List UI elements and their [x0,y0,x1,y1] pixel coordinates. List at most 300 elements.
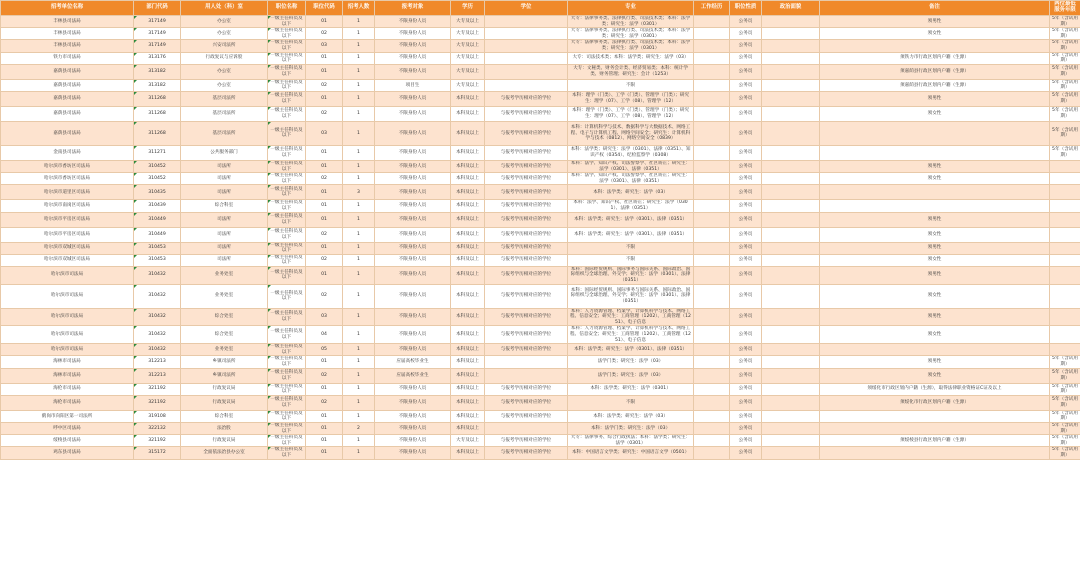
cell-headcount: 1 [343,383,375,395]
cell-degree: 与报考学历相对应的学位 [485,383,568,395]
cell-remarks: 须女性 [820,326,1050,344]
cell-headcount: 1 [343,40,375,52]
cell-applicant-type: 不限身份人员 [375,395,451,410]
cell-min-service-years [1050,227,1080,242]
cell-work-experience [694,145,730,160]
cell-remarks [820,121,1050,145]
table-row [1,79,1080,91]
table-row [1,64,1080,79]
table-row [1,91,1080,106]
cell-position-code: 02 [306,227,343,242]
cell-position-name: 一级主任科员及以下 [268,160,306,172]
cell-position-nature: 公务员 [730,395,762,410]
cell-dept-code: 312213 [134,368,181,383]
cell-major: 不限 [568,79,694,91]
cell-position-code: 01 [306,64,343,79]
cell-remarks: 须女性 [820,254,1050,266]
cell-headcount: 1 [343,16,375,28]
cell-work-experience [694,160,730,172]
cell-min-service-years: 5年（含试用期） [1050,106,1080,121]
cell-dept-code: 310453 [134,242,181,254]
cell-position-name: 一级主任科员及以下 [268,212,306,227]
cell-min-service-years: 5年（含试用期） [1050,368,1080,383]
cell-applicant-type: 不限身份人员 [375,145,451,160]
cell-position-code: 01 [306,16,343,28]
cell-position-nature: 公务员 [730,106,762,121]
cell-applicant-type: 不限身份人员 [375,254,451,266]
cell-headcount: 1 [343,435,375,447]
cell-office: 公共服务部门 [181,145,268,160]
cell-min-service-years: 5年（含试用期） [1050,64,1080,79]
cell-position-nature: 公务员 [730,28,762,40]
cell-remarks: 须男性 [820,356,1050,368]
cell-office: 乡镇司法所 [181,356,268,368]
cell-political-status [762,410,820,422]
header-headcount: 招考人数 [343,1,375,16]
cell-major: 本科：法学类；研究生：法学（03） [568,410,694,422]
cell-position-nature: 公务员 [730,185,762,200]
cell-position-code: 01 [306,212,343,227]
cell-office: 基层司法所 [181,106,268,121]
cell-position-nature: 公务员 [730,447,762,459]
cell-office: 司法所 [181,212,268,227]
cell-min-service-years: 5年（含试用期） [1050,395,1080,410]
header-education: 学历 [451,1,485,16]
cell-office: 业务处室 [181,266,268,284]
cell-position-name: 一级主任科员及以下 [268,185,306,200]
cell-dept-code: 317149 [134,40,181,52]
header-position-nature: 职位性质 [730,1,762,16]
cell-education: 大专及以上 [451,52,485,64]
cell-position-code: 02 [306,79,343,91]
cell-unit-name: 哈尔滨市双城区司法局 [1,254,134,266]
cell-remarks: 须男性 [820,242,1050,254]
cell-position-name: 一级主任科员及以下 [268,383,306,395]
header-remarks: 备注 [820,1,1050,16]
cell-major: 本科：法学类；研究生：法学（0301） [568,383,694,395]
cell-education: 大专及以上 [451,435,485,447]
cell-office: 行政复议局 [181,383,268,395]
cell-min-service-years [1050,326,1080,344]
cell-position-name: 一级主任科员及以下 [268,435,306,447]
cell-education: 本科及以上 [451,368,485,383]
cell-applicant-type: 不限身份人员 [375,212,451,227]
cell-applicant-type: 不限身份人员 [375,106,451,121]
cell-position-nature: 公务员 [730,368,762,383]
cell-major: 本科：计算机科学与技术、数据科学与大数据技术、网络工程、电子与计算机工程、网络空间安全；研究生：计算机科学与技术（0812）、网络空间安全（0839） [568,121,694,145]
table-row [1,28,1080,40]
header-office: 用人处（科）室 [181,1,268,16]
cell-work-experience [694,40,730,52]
cell-position-code: 01 [306,91,343,106]
cell-work-experience [694,368,730,383]
cell-degree: 与报考学历相对应的学位 [485,284,568,308]
cell-dept-code: 313176 [134,52,181,64]
cell-office: 司法所 [181,173,268,185]
cell-applicant-type: 不限身份人员 [375,284,451,308]
cell-position-nature: 公务员 [730,356,762,368]
cell-headcount: 1 [343,64,375,79]
cell-unit-name: 哈尔滨市双城区司法局 [1,242,134,254]
cell-degree [485,28,568,40]
cell-unit-name: 哈尔滨市司法局 [1,308,134,326]
table-row [1,242,1080,254]
cell-political-status [762,40,820,52]
cell-degree: 与报考学历相对应的学位 [485,326,568,344]
cell-unit-name: 哈尔滨市平房区司法局 [1,227,134,242]
cell-office: 司法所 [181,227,268,242]
cell-office: 综合科室 [181,200,268,212]
cell-position-nature: 公务员 [730,254,762,266]
cell-office: 司法所 [181,185,268,200]
cell-headcount: 1 [343,254,375,266]
cell-degree [485,52,568,64]
cell-major: 本科：国际经贸规则、国际事务与国际关系、国际政治、国际组织与全球治理、外交学；研究生：法学（0301）、法律（0351） [568,266,694,284]
cell-political-status [762,326,820,344]
cell-degree [485,356,568,368]
cell-remarks [820,410,1050,422]
cell-headcount: 1 [343,52,375,64]
cell-work-experience [694,121,730,145]
table-row [1,16,1080,28]
cell-remarks [820,447,1050,459]
cell-unit-name: 嘉荫县司法局 [1,79,134,91]
cell-position-name: 一级主任科员及以下 [268,52,306,64]
cell-major: 本科：理学（门类）、工学（门类）、管理学（门类）；研究生：理学（07）、工学（08）、管理学（12） [568,91,694,106]
cell-position-code: 01 [306,200,343,212]
cell-position-code: 02 [306,284,343,308]
cell-unit-name: 海伦市司法局 [1,383,134,395]
cell-dept-code: 317149 [134,16,181,28]
cell-position-name: 一级主任科员及以下 [268,79,306,91]
cell-degree: 与报考学历相对应的学位 [485,447,568,459]
cell-office: 行政复议与应诉股 [181,52,268,64]
cell-position-name: 一级主任科员及以下 [268,227,306,242]
cell-major: 大专：法律事务类、法律执行类、司法技术类；本科：法学类；研究生：法学（0301） [568,28,694,40]
cell-remarks [820,422,1050,434]
cell-dept-code: 310432 [134,344,181,356]
cell-degree: 与报考学历相对应的学位 [485,160,568,172]
cell-degree: 与报考学历相对应的学位 [485,212,568,227]
cell-position-nature: 公务员 [730,422,762,434]
cell-office: 办公室 [181,64,268,79]
cell-position-code: 01 [306,185,343,200]
cell-work-experience [694,284,730,308]
cell-degree: 与报考学历相对应的学位 [485,227,568,242]
cell-applicant-type: 不限身份人员 [375,91,451,106]
cell-work-experience [694,395,730,410]
cell-major: 不限 [568,242,694,254]
table-row [1,383,1080,395]
cell-political-status [762,368,820,383]
cell-office: 办公室 [181,16,268,28]
cell-headcount: 1 [343,284,375,308]
cell-dept-code: 310453 [134,254,181,266]
cell-political-status [762,435,820,447]
cell-remarks: 须女性 [820,106,1050,121]
cell-education: 本科及以上 [451,173,485,185]
cell-work-experience [694,435,730,447]
cell-dept-code: 310452 [134,160,181,172]
cell-min-service-years [1050,254,1080,266]
cell-position-nature: 公务员 [730,145,762,160]
cell-min-service-years [1050,242,1080,254]
cell-dept-code: 311268 [134,121,181,145]
cell-applicant-type: 应届高校毕业生 [375,368,451,383]
cell-unit-name: 呼中区司法局 [1,422,134,434]
cell-degree: 与报考学历相对应的学位 [485,410,568,422]
header-political-status: 政治面貌 [762,1,820,16]
cell-headcount: 3 [343,185,375,200]
cell-dept-code: 310452 [134,173,181,185]
cell-degree: 与报考学历相对应的学位 [485,254,568,266]
cell-applicant-type: 不限身份人员 [375,422,451,434]
cell-dept-code: 312213 [134,356,181,368]
cell-office: 行政复议局 [181,395,268,410]
cell-position-code: 01 [306,145,343,160]
cell-position-code: 02 [306,106,343,121]
cell-political-status [762,344,820,356]
cell-min-service-years [1050,200,1080,212]
cell-unit-name: 丰林县司法局 [1,28,134,40]
cell-office: 全面依法治县办公室 [181,447,268,459]
cell-unit-name: 海林市司法局 [1,356,134,368]
cell-remarks: 须女性 [820,368,1050,383]
cell-political-status [762,145,820,160]
table-row [1,422,1080,434]
cell-dept-code: 319108 [134,410,181,422]
cell-remarks [820,185,1050,200]
cell-position-name: 一级主任科员及以下 [268,106,306,121]
cell-min-service-years [1050,344,1080,356]
cell-dept-code: 313182 [134,79,181,91]
cell-min-service-years: 5年（含试用期） [1050,79,1080,91]
table-body [1,16,1080,460]
cell-unit-name: 哈尔滨市平房区司法局 [1,212,134,227]
cell-remarks: 须嘉荫县行政区划内户籍（生源） [820,64,1050,79]
cell-office: 基层司法所 [181,121,268,145]
cell-position-code: 01 [306,410,343,422]
cell-applicant-type: 不限身份人员 [375,326,451,344]
table-row [1,52,1080,64]
cell-position-name: 一级主任科员及以下 [268,28,306,40]
cell-headcount: 1 [343,344,375,356]
cell-position-name: 一级主任科员及以下 [268,173,306,185]
cell-office: 法治股 [181,422,268,434]
cell-dept-code: 313182 [134,64,181,79]
cell-major: 本科：法学、知识产权、司法警察学、社区矫正；研究生：法学（0301）、法律（0351） [568,160,694,172]
cell-position-nature: 公务员 [730,212,762,227]
cell-remarks: 须绥化市行政区划内户籍（生源），取得法律职业资格证C证及以上 [820,383,1050,395]
cell-dept-code: 310432 [134,308,181,326]
cell-unit-name: 哈尔滨市司法局 [1,326,134,344]
cell-unit-name: 丰林县司法局 [1,16,134,28]
cell-position-code: 01 [306,52,343,64]
header-unit-name: 招考单位名称 [1,1,134,16]
cell-office: 综合科室 [181,410,268,422]
cell-position-nature: 公务员 [730,435,762,447]
cell-min-service-years: 5年（含试用期） [1050,121,1080,145]
cell-position-name: 一级主任科员及以下 [268,200,306,212]
cell-major: 本科：法学类；研究生：法学（03） [568,185,694,200]
cell-major: 本科：人力资源管理、档案学、计算机科学与技术、网络工程、信息安全；研究生：工商管理（1202）、工商管理（1251）、电子信息 [568,308,694,326]
cell-applicant-type: 不限身份人员 [375,121,451,145]
cell-political-status [762,212,820,227]
cell-position-code: 03 [306,40,343,52]
cell-education: 本科及以上 [451,344,485,356]
header-row [1,1,1080,16]
cell-position-nature: 公务员 [730,242,762,254]
cell-office: 业务处室 [181,284,268,308]
cell-degree [485,40,568,52]
cell-education: 本科及以上 [451,212,485,227]
cell-position-code: 01 [306,266,343,284]
cell-degree: 与报考学历相对应的学位 [485,308,568,326]
cell-degree: 与报考学历相对应的学位 [485,121,568,145]
cell-remarks: 须男性 [820,91,1050,106]
cell-min-service-years: 5年（含试用期） [1050,91,1080,106]
cell-education: 本科及以上 [451,422,485,434]
cell-applicant-type: 不限身份人员 [375,200,451,212]
cell-degree: 与报考学历相对应的学位 [485,185,568,200]
cell-applicant-type: 不限身份人员 [375,185,451,200]
cell-unit-name: 哈尔滨市香坊区司法局 [1,173,134,185]
cell-unit-name: 嘉荫县司法局 [1,106,134,121]
cell-min-service-years: 5年（含试用期） [1050,435,1080,447]
cell-education: 大专及以上 [451,16,485,28]
cell-work-experience [694,344,730,356]
cell-political-status [762,28,820,40]
cell-position-code: 03 [306,121,343,145]
cell-position-code: 03 [306,308,343,326]
cell-applicant-type: 不限身份人员 [375,410,451,422]
cell-min-service-years [1050,308,1080,326]
cell-major: 本科：中国语言文学类；研究生：中国语言文学（0501） [568,447,694,459]
cell-work-experience [694,422,730,434]
cell-remarks [820,145,1050,160]
cell-office: 办公室 [181,79,268,91]
cell-dept-code: 310439 [134,200,181,212]
cell-position-code: 01 [306,356,343,368]
cell-political-status [762,185,820,200]
cell-degree: 与报考学历相对应的学位 [485,435,568,447]
cell-position-nature: 公务员 [730,227,762,242]
header-dept-code: 部门代码 [134,1,181,16]
cell-unit-name: 铁力市司法局 [1,52,134,64]
cell-remarks: 须男性 [820,16,1050,28]
cell-degree [485,422,568,434]
cell-education: 本科及以上 [451,266,485,284]
cell-political-status [762,79,820,91]
cell-work-experience [694,200,730,212]
cell-applicant-type: 不限身份人员 [375,64,451,79]
cell-applicant-type: 不限身份人员 [375,52,451,64]
cell-unit-name: 绥棱县司法局 [1,435,134,447]
header-position-code: 职位代码 [306,1,343,16]
cell-min-service-years: 5年（含试用期） [1050,383,1080,395]
cell-position-name: 一级主任科员及以下 [268,40,306,52]
cell-unit-name: 哈尔滨市香坊区司法局 [1,160,134,172]
cell-dept-code: 310432 [134,266,181,284]
cell-political-status [762,383,820,395]
cell-political-status [762,227,820,242]
cell-remarks: 须绥棱县行政区划内户籍（生源） [820,435,1050,447]
cell-applicant-type: 不限身份人员 [375,28,451,40]
cell-degree: 与报考学历相对应的学位 [485,106,568,121]
cell-position-code: 02 [306,173,343,185]
cell-position-name: 一级主任科员及以下 [268,368,306,383]
cell-political-status [762,106,820,121]
cell-education: 本科及以上 [451,356,485,368]
cell-headcount: 1 [343,28,375,40]
cell-min-service-years: 5年（含试用期） [1050,422,1080,434]
cell-min-service-years: 5年（含试用期） [1050,16,1080,28]
cell-headcount: 1 [343,106,375,121]
cell-political-status [762,266,820,284]
cell-education: 本科及以上 [451,284,485,308]
cell-position-code: 01 [306,447,343,459]
cell-position-name: 一级主任科员及以下 [268,145,306,160]
cell-office: 综合处室 [181,326,268,344]
cell-position-code: 01 [306,383,343,395]
cell-dept-code: 321192 [134,395,181,410]
cell-position-name: 一级主任科员及以下 [268,242,306,254]
cell-position-name: 一级主任科员及以下 [268,16,306,28]
cell-education: 本科及以上 [451,254,485,266]
cell-major: 本科：法学类；研究生：法学（0301）、法律（0351） [568,212,694,227]
cell-min-service-years: 5年（含试用期） [1050,447,1080,459]
cell-unit-name: 哈尔滨市司法局 [1,344,134,356]
cell-work-experience [694,212,730,227]
table-row [1,368,1080,383]
cell-applicant-type: 不限身份人员 [375,160,451,172]
cell-education: 本科及以上 [451,308,485,326]
cell-headcount: 1 [343,212,375,227]
cell-degree: 与报考学历相对应的学位 [485,145,568,160]
cell-major: 法学门类；研究生：法学（03） [568,368,694,383]
cell-major: 不限 [568,254,694,266]
cell-headcount: 1 [343,447,375,459]
cell-work-experience [694,266,730,284]
cell-unit-name: 丰林县司法局 [1,40,134,52]
cell-position-name: 一级主任科员及以下 [268,326,306,344]
cell-dept-code: 310432 [134,284,181,308]
cell-applicant-type: 不限身份人员 [375,308,451,326]
cell-position-nature: 公务员 [730,79,762,91]
cell-remarks: 须绥化市行政区划内户籍（生源） [820,395,1050,410]
cell-position-name: 一级主任科员及以下 [268,395,306,410]
cell-unit-name: 哈尔滨市司法局 [1,266,134,284]
cell-work-experience [694,326,730,344]
cell-major: 本科：法学类；研究生：法学（0301）、法律（0351） [568,344,694,356]
cell-position-code: 02 [306,28,343,40]
cell-position-name: 一级主任科员及以下 [268,64,306,79]
header-position-name: 职位名称 [268,1,306,16]
header-major: 专业 [568,1,694,16]
cell-major: 本科：法学、知识产权、司法警察学、社区矫正；研究生：法学（0301）、法律（0351） [568,173,694,185]
cell-education: 本科及以上 [451,145,485,160]
cell-min-service-years [1050,284,1080,308]
cell-education: 本科及以上 [451,410,485,422]
cell-position-nature: 公务员 [730,284,762,308]
cell-headcount: 1 [343,368,375,383]
cell-work-experience [694,91,730,106]
header-work-experience: 工作经历 [694,1,730,16]
cell-office: 基层司法所 [181,91,268,106]
cell-position-nature: 公务员 [730,344,762,356]
table-row [1,212,1080,227]
cell-political-status [762,64,820,79]
